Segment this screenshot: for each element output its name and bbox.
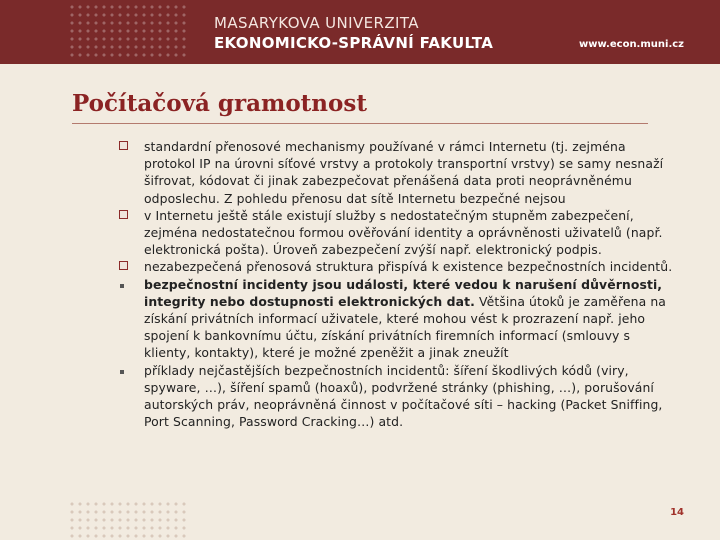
bullet-item <box>118 362 678 431</box>
bullet-bold-text: bezpečnostní incidenty jsou události, které vedou k narušení důvěrnosti, integrity nebo dostupnosti elektronických dat. <box>144 276 663 309</box>
university-name: MASARYKOVA UNIVERZITA <box>214 14 419 32</box>
square-bullet-icon <box>120 284 124 288</box>
checkbox-bullet-icon <box>119 210 128 219</box>
slide-title: Počítačová gramotnost <box>72 90 367 117</box>
header-banner <box>0 0 720 64</box>
bullet-item <box>118 258 678 275</box>
bullet-text: standardní přenosové mechanismy používané v rámci Internetu (tj. zejména protokol IP na úrovni síťové vrstvy a protokoly transportní vrstvy) se samy nesnaží šifrovat, kódovat či jinak zabezpečovat přenášená data proti neoprávněnému odposlechu. Z pohledu přenosu dat sítě Internetu bezpečné nejsou <box>144 139 664 206</box>
bullet-item <box>118 276 678 362</box>
bullet-item <box>118 138 678 207</box>
checkbox-bullet-icon <box>119 141 128 150</box>
footer-dot-pattern <box>68 500 188 540</box>
bullet-text: nezabezpečená přenosová struktura přispívá k existence bezpečnostních incidentů. <box>144 259 673 275</box>
faculty-name: EKONOMICKO-SPRÁVNÍ FAKULTA <box>214 34 494 52</box>
bullet-item <box>118 207 678 259</box>
checkbox-bullet-icon <box>119 261 128 270</box>
title-divider <box>72 123 648 124</box>
website-url: www.econ.muni.cz <box>578 39 684 50</box>
page-number: 14 <box>670 507 684 518</box>
bullet-text: v Internetu ještě stále existují služby s nedostatečným stupněm zabezpečení, zejména nedostatečnou formou ověřování identity a oprávněnosti uživatelů (např. elektronická pošta). Úroveň zabezpečení zvýší např. elektronický podpis. <box>144 207 663 258</box>
bullet-text: Většina útoků je zaměřena na získání privátních informací uživatele, které mohou vést k prozrazení např. jeho spojení k bankovnímu účtu, získání privátních firemních informací (smlouvy s klienty, kontakty), které je možné zpeněžit a jinak zneužít <box>144 293 667 361</box>
square-bullet-icon <box>120 370 124 374</box>
bullet-text: příklady nejčastějších bezpečnostních incidentů: šíření škodlivých kódů (viry, spyware, …), šíření spamů (hoaxů), podvržené stránky (phishing, …), porušování autorských práv, neoprávněná činnost v počítačové síti – hacking (Packet Sniffing, Port Scanning, Password Cracking…) atd. <box>144 362 663 430</box>
bullet-list <box>118 138 678 430</box>
header-dot-pattern <box>68 3 188 61</box>
